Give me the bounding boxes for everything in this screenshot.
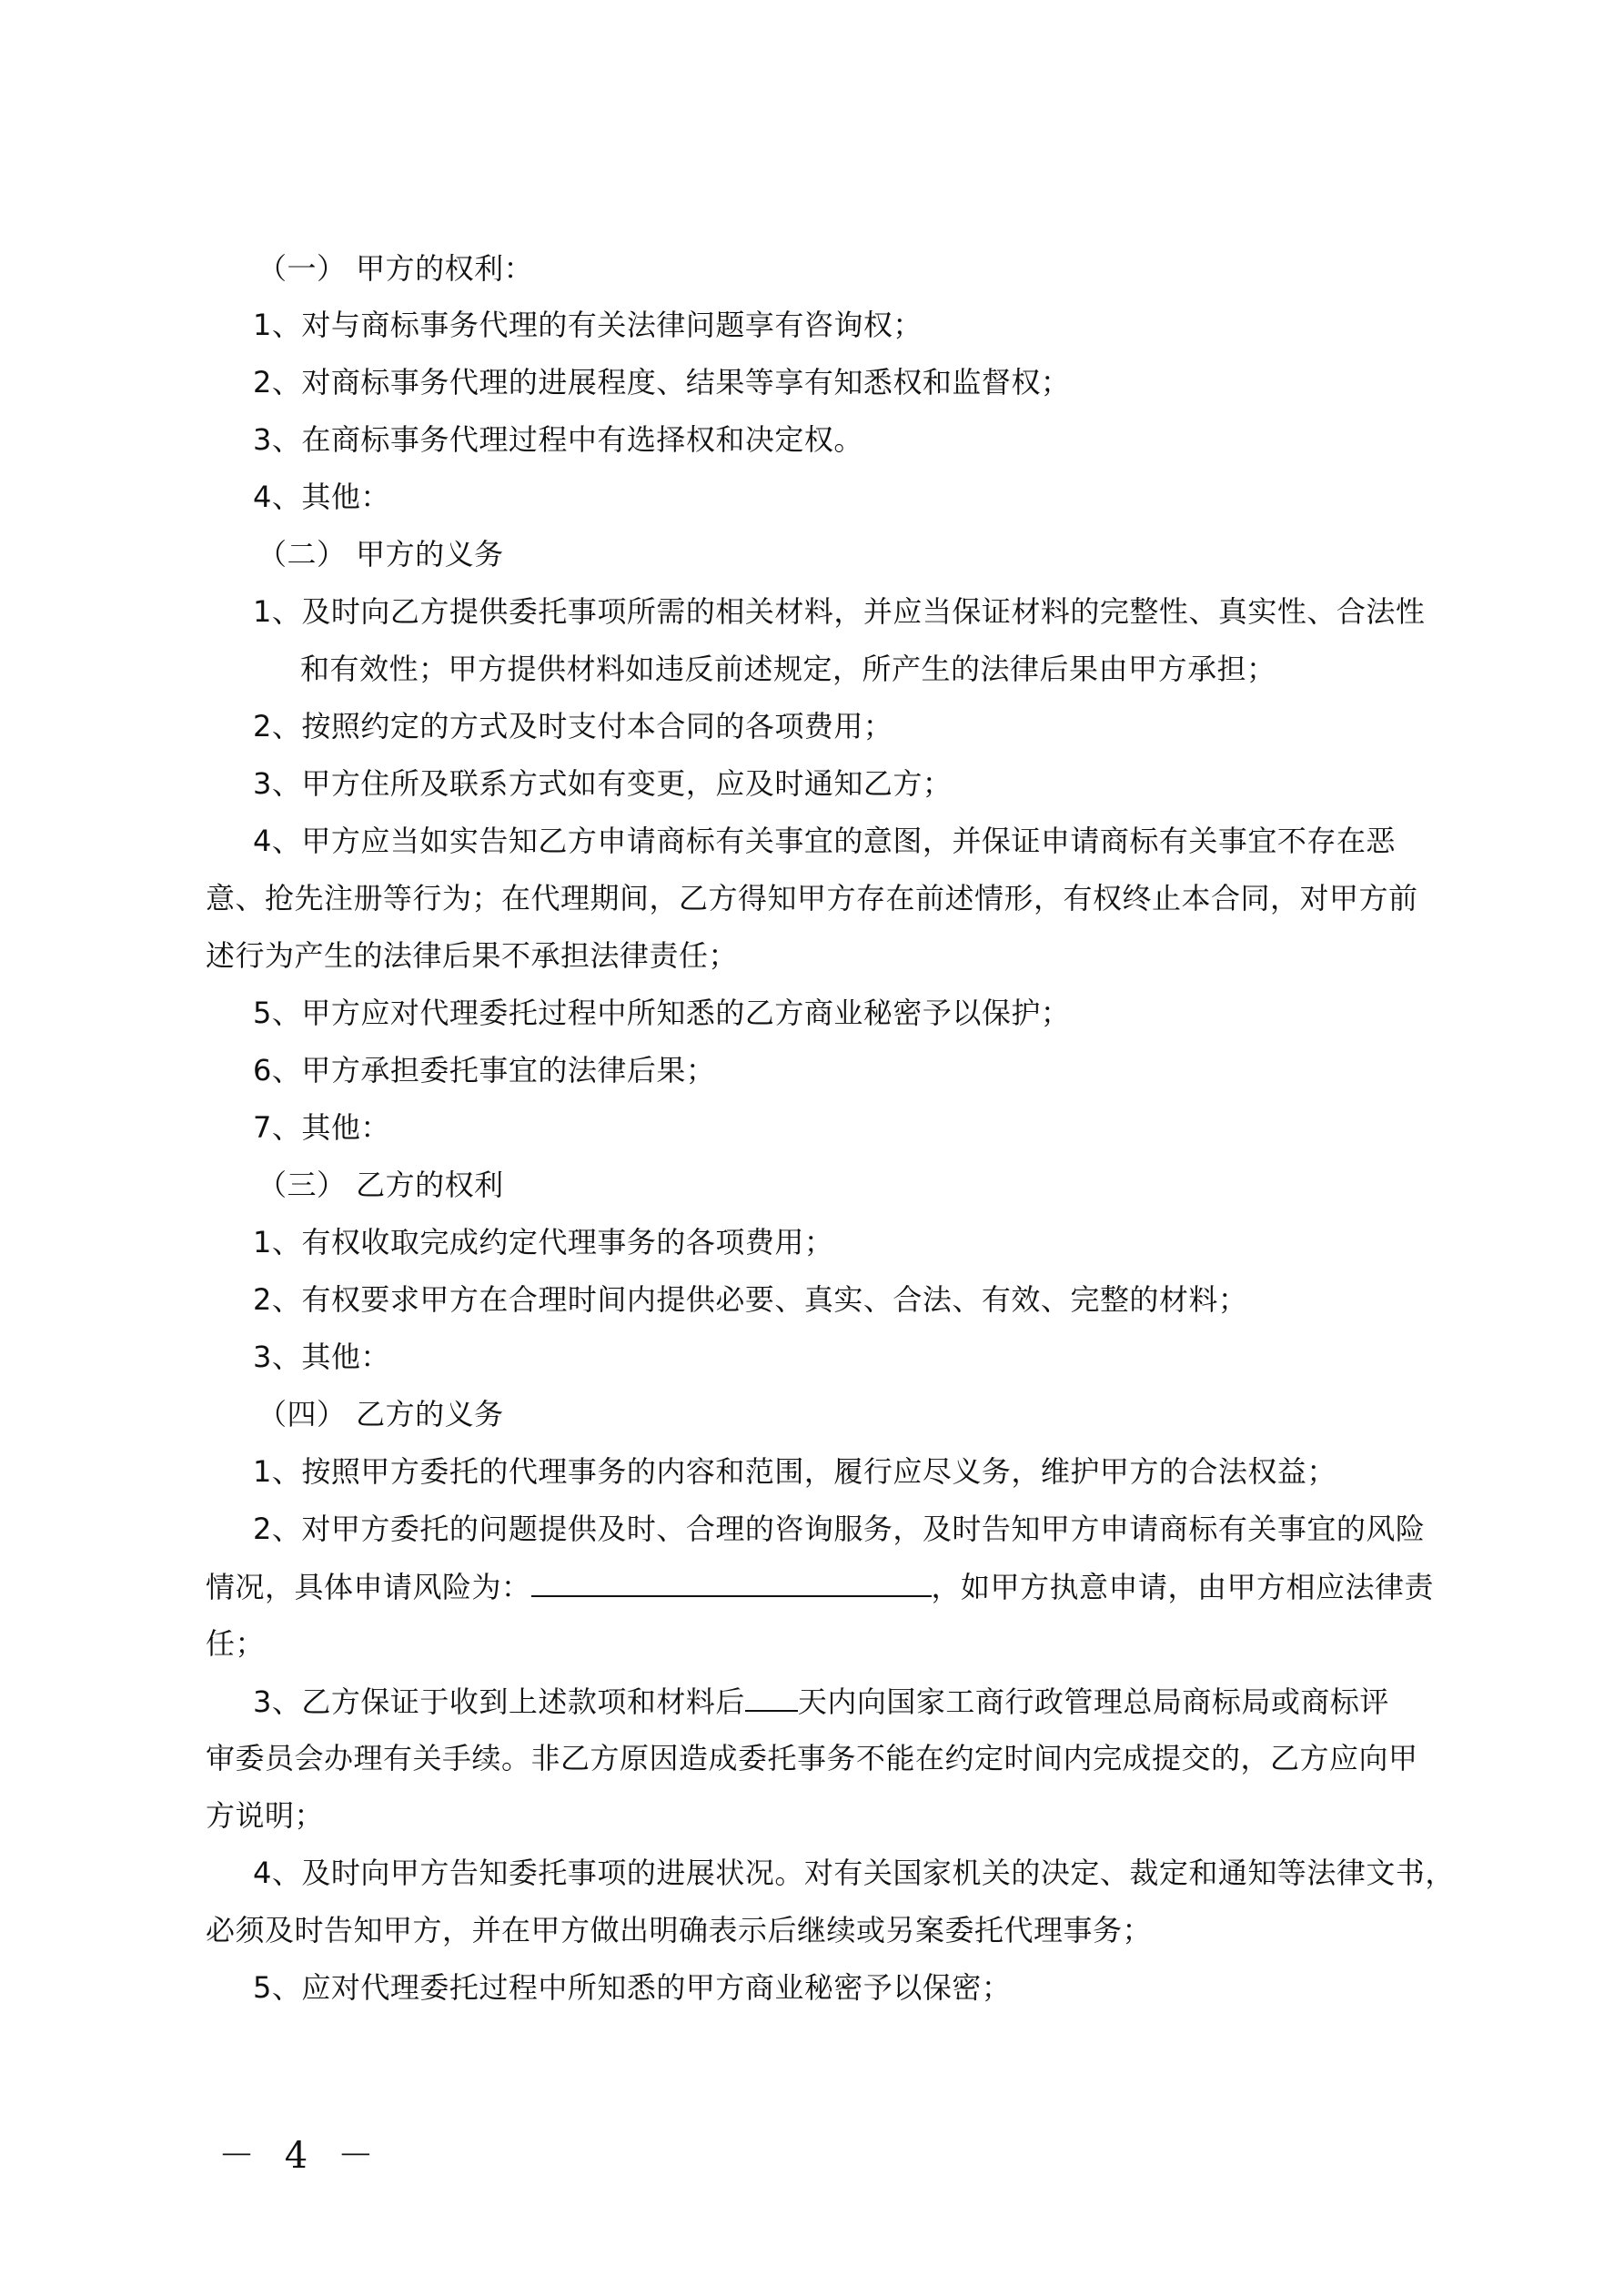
clause-line: 4、及时向甲方告知委托事项的进展状况。对有关国家机关的决定、裁定和通知等法律文书， xyxy=(253,1856,1455,1890)
clause-line: 必须及时告知甲方，并在甲方做出明确表示后继续或另案委托代理事务； xyxy=(206,1913,1153,1947)
clause-line: 2、对甲方委托的问题提供及时、合理的咨询服务，及时告知甲方申请商标有关事宜的风险 xyxy=(253,1512,1426,1546)
clause-line: 述行为产生的法律后果不承担法律责任； xyxy=(206,938,739,973)
clause-line: 4、其他： xyxy=(253,480,390,514)
clause-line: 任； xyxy=(206,1626,266,1661)
clause-line: 7、其他： xyxy=(253,1110,390,1145)
clause-text: 情况，具体申请风险为： xyxy=(206,1570,531,1604)
clause-text: 天内向国家工商行政管理总局商标局或商标评 xyxy=(797,1684,1389,1719)
section-heading-party-b-rights: （三） 乙方的权利 xyxy=(257,1168,504,1202)
clause-line: 5、应对代理委托过程中所知悉的甲方商业秘密予以保密； xyxy=(253,1970,1012,2005)
clause-line: 1、有权收取完成约定代理事务的各项费用； xyxy=(253,1225,834,1259)
clause-line: 3、在商标事务代理过程中有选择权和决定权。 xyxy=(253,422,863,457)
section-heading-party-a-obligations: （二） 甲方的义务 xyxy=(257,537,504,571)
clause-line-with-blank xyxy=(206,1568,1434,1605)
section-heading-party-b-obligations: （四） 乙方的义务 xyxy=(257,1397,504,1431)
clause-line: 意、抢先注册等行为；在代理期间，乙方得知甲方存在前述情形，有权终止本合同，对甲方前 xyxy=(206,881,1418,915)
section-heading-party-a-rights: （一） 甲方的权利： xyxy=(257,251,534,286)
page-number: － 4 － xyxy=(218,2135,383,2177)
clause-line: 2、有权要求甲方在合理时间内提供必要、真实、合法、有效、完整的材料； xyxy=(253,1282,1248,1317)
clause-line: 3、甲方住所及联系方式如有变更，应及时通知乙方； xyxy=(253,766,953,801)
clause-line: 方说明； xyxy=(206,1798,325,1833)
clause-line: 和有效性；甲方提供材料如违反前述规定，所产生的法律后果由甲方承担； xyxy=(300,652,1276,686)
clause-text: ，如甲方执意申请，由甲方相应法律责 xyxy=(931,1570,1435,1604)
clause-line: 1、对与商标事务代理的有关法律问题享有咨询权； xyxy=(253,308,923,342)
clause-line: 审委员会办理有关手续。非乙方原因造成委托事务不能在约定时间内完成提交的，乙方应向甲 xyxy=(206,1741,1418,1775)
clause-line: 2、按照约定的方式及时支付本合同的各项费用； xyxy=(253,709,893,743)
clause-line: 6、甲方承担委托事宜的法律后果； xyxy=(253,1053,716,1087)
fill-in-blank-days[interactable] xyxy=(745,1683,798,1712)
clause-line: 5、甲方应对代理委托过程中所知悉的乙方商业秘密予以保护； xyxy=(253,996,1071,1030)
clause-line: 2、对商标事务代理的进展程度、结果等享有知悉权和监督权； xyxy=(253,365,1071,400)
clause-text: 3、乙方保证于收到上述款项和材料后 xyxy=(253,1684,745,1719)
clause-line-with-blank xyxy=(253,1683,1389,1720)
clause-line: 1、按照甲方委托的代理事务的内容和范围，履行应尽义务，维护甲方的合法权益； xyxy=(253,1454,1337,1489)
clause-line: 1、及时向乙方提供委托事项所需的相关材料，并应当保证材料的完整性、真实性、合法性 xyxy=(253,594,1426,629)
clause-line: 4、甲方应当如实告知乙方申请商标有关事宜的意图，并保证申请商标有关事宜不存在恶 xyxy=(253,824,1396,858)
fill-in-blank-risk[interactable] xyxy=(531,1568,932,1597)
clause-line: 3、其他： xyxy=(253,1340,390,1374)
